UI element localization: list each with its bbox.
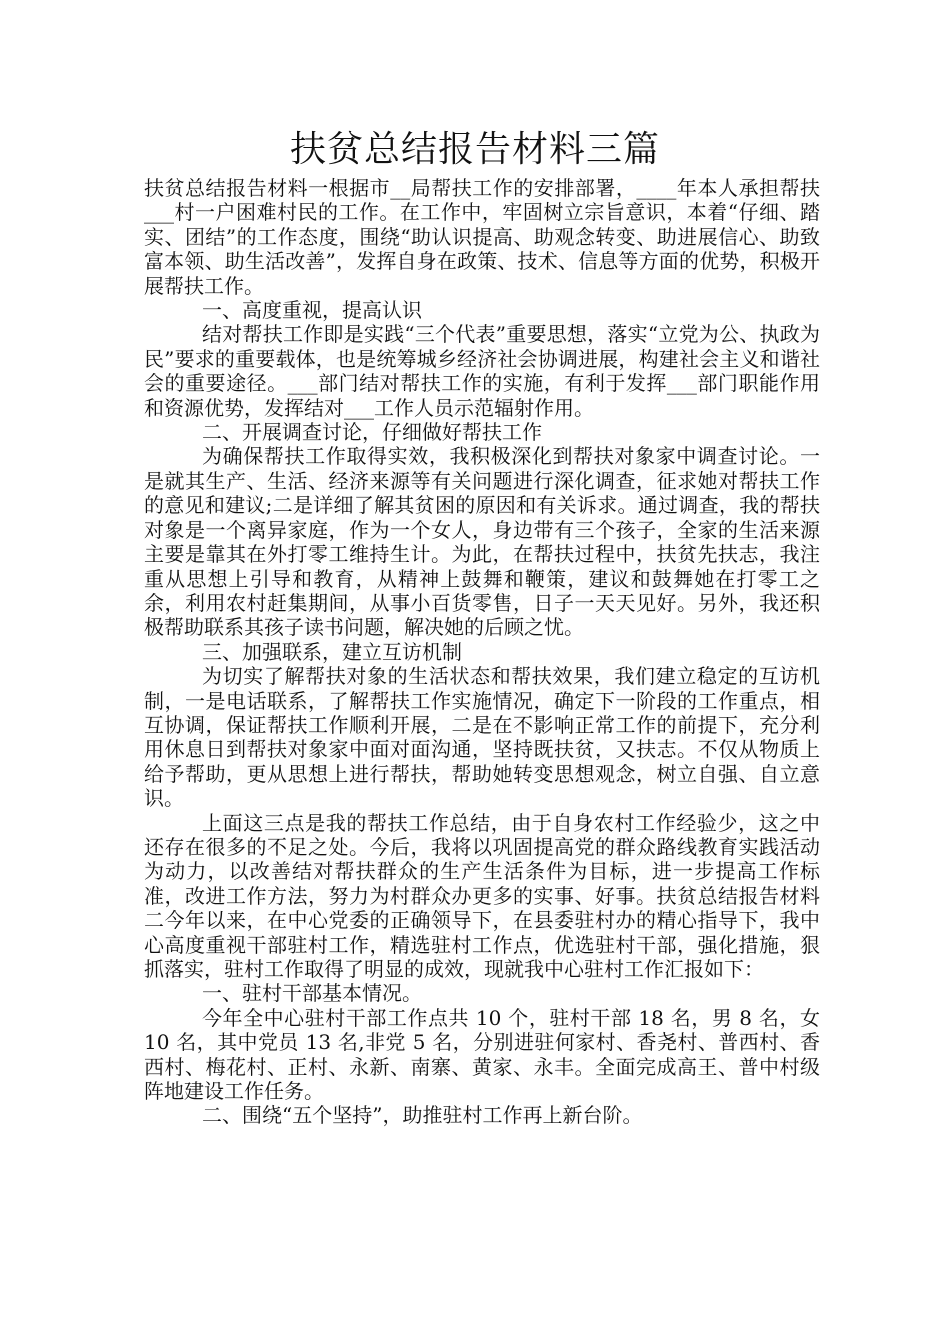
section-heading: 三、加强联系，建立互访机制 [202, 639, 462, 664]
section-heading: 二、围绕“五个坚持”，助推驻村工作再上新台阶。 [202, 1103, 643, 1128]
paragraph-intro: 扶贫总结报告材料一根据市__局帮扶工作的安排部署，____年本人承担帮扶___村一户困难村民的工作。在工作中，牢固树立宗旨意识，本着“仔细、踏实、团结”的工作态度，围绕“助认识提高、助观念转变、助进展信心、助致富本领、助生活改善”，发挥自身在政策、技术、信息等方面的优势，积极开展帮扶工作。 [144, 176, 820, 298]
section-heading: 一、高度重视，提高认识 [202, 298, 422, 323]
document-title: 扶贫总结报告材料三篇 [289, 129, 660, 170]
paragraph: 上面这三点是我的帮扶工作总结，由于自身农村工作经验少，这之中还存在很多的不足之处。今后，我将以巩固提高党的群众路线教育实践活动为动力，以改善结对帮扶群众的生产生活条件为目标，进一步提高工作标准，改进工作方法，努力为村群众办更多的实事、好事。扶贫总结报告材料二今年以来，在中心党委的正确领导下，在县委驻村办的精心指导下，我中心高度重视干部驻村工作，精选驻村工作点，优选驻村干部，强化措施，狠抓落实，驻村工作取得了明显的成效，现就我中心驻村工作汇报如下： [144, 810, 820, 981]
paragraph: 结对帮扶工作即是实践“三个代表”重要思想，落实“立党为公、执政为民”要求的重要载体，也是统筹城乡经济社会协调进展，构建社会主义和谐社会的重要途径。___部门结对帮扶工作的实施，有利于发挥___部门职能作用和资源优势，发挥结对___工作人员示范辐射作用。 [144, 322, 820, 420]
section-heading: 二、开展调查讨论，仔细做好帮扶工作 [202, 420, 542, 445]
paragraph: 为确保帮扶工作取得实效，我积极深化到帮扶对象家中调查讨论。一是就其生产、生活、经济来源等有关问题进行深化调查，征求她对帮扶工作的意见和建议;二是详细了解其贫困的原因和有关诉求。通过调查，我的帮扶对象是一个离异家庭，作为一个女人，身边带有三个孩子，全家的生活来源主要是靠其在外打零工维持生计。为此，在帮扶过程中，扶贫先扶志，我注重从思想上引导和教育，从精神上鼓舞和鞭策，建议和鼓舞她在打零工之余，利用农村赶集期间，从事小百货零售，日子一天天见好。另外，我还积极帮助联系其孩子读书问题，解决她的后顾之忧。 [144, 444, 820, 640]
paragraph: 为切实了解帮扶对象的生活状态和帮扶效果，我们建立稳定的互访机制，一是电话联系，了解帮扶工作实施情况，确定下一阶段的工作重点，相互协调，保证帮扶工作顺利开展，二是在不影响正常工作的前提下，充分利用休息日到帮扶对象家中面对面沟通，坚持既扶贫，又扶志。不仅从物质上给予帮助，更从思想上进行帮扶，帮助她转变思想观念，树立自强、自立意识。 [144, 664, 820, 811]
section-heading: 一、驻村干部基本情况。 [202, 981, 422, 1006]
paragraph: 今年全中心驻村干部工作点共 10 个，驻村干部 18 名，男 8 名，女 10 名，其中党员 13 名,非党 5 名，分别进驻何家村、香尧村、普西村、香西村、梅花村、正村、永新、南寨、黄家、永丰。全面完成高王、普中村级阵地建设工作任务。 [144, 1005, 820, 1104]
document-body [144, 176, 820, 1128]
